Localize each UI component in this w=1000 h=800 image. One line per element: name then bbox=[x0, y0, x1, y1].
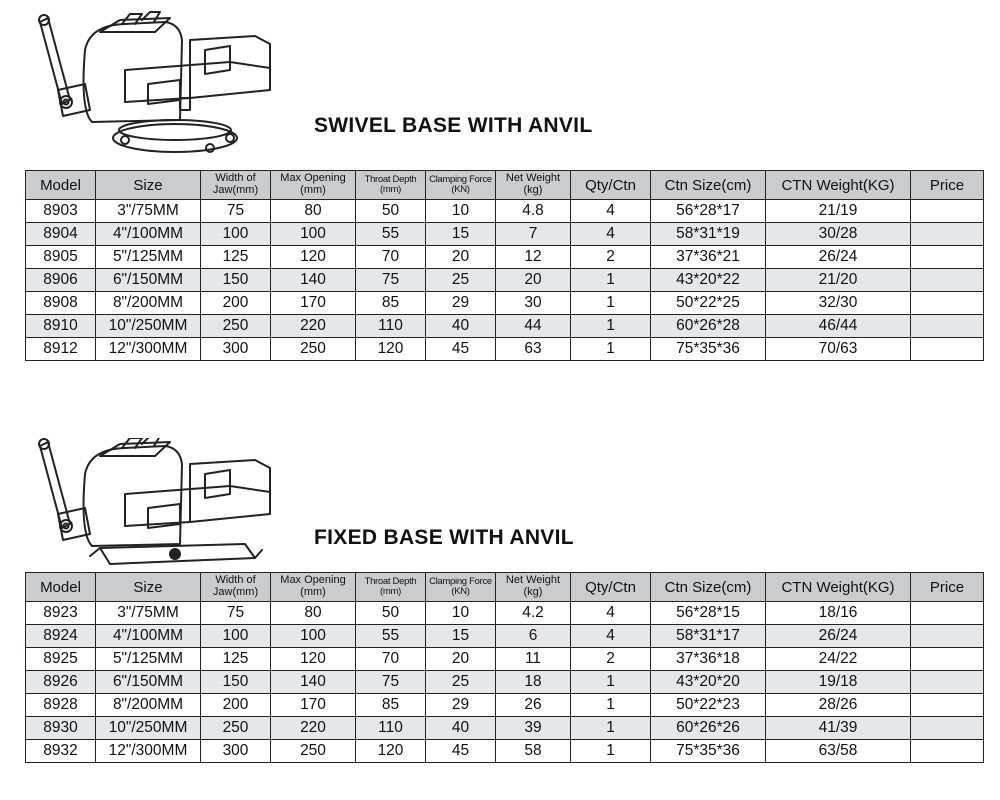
table-row bbox=[26, 717, 984, 740]
cell-size: 8"/200MM bbox=[96, 292, 201, 315]
cell-ctn-size: 43*20*22 bbox=[651, 269, 766, 292]
col-header-ctn-size: Ctn Size(cm) bbox=[651, 573, 766, 602]
fixed-vise-icon bbox=[30, 438, 280, 588]
cell-ctn-size: 37*36*18 bbox=[651, 648, 766, 671]
cell-model: 8910 bbox=[26, 315, 96, 338]
col-header-throat-depth: Throat Depth (mm) bbox=[356, 573, 426, 602]
cell-throat-depth: 55 bbox=[356, 625, 426, 648]
cell-size: 4"/100MM bbox=[96, 223, 201, 246]
cell-price bbox=[911, 292, 984, 315]
cell-ctn-size: 56*28*17 bbox=[651, 200, 766, 223]
table-row bbox=[26, 648, 984, 671]
cell-clamping-force: 25 bbox=[426, 269, 496, 292]
cell-clamping-force: 40 bbox=[426, 315, 496, 338]
cell-max-opening: 80 bbox=[271, 200, 356, 223]
table-row bbox=[26, 315, 984, 338]
cell-max-opening: 250 bbox=[271, 740, 356, 763]
cell-price bbox=[911, 717, 984, 740]
cell-max-opening: 120 bbox=[271, 246, 356, 269]
cell-model: 8925 bbox=[26, 648, 96, 671]
table-row bbox=[26, 292, 984, 315]
cell-clamping-force: 10 bbox=[426, 602, 496, 625]
cell-ctn-size: 75*35*36 bbox=[651, 740, 766, 763]
cell-ctn-weight: 41/39 bbox=[766, 717, 911, 740]
cell-max-opening: 80 bbox=[271, 602, 356, 625]
cell-width-of-jaw: 300 bbox=[201, 338, 271, 361]
cell-model: 8926 bbox=[26, 671, 96, 694]
col-header-max-opening: Max Opening (mm) bbox=[271, 573, 356, 602]
cell-qty-ctn: 4 bbox=[571, 625, 651, 648]
cell-qty-ctn: 1 bbox=[571, 315, 651, 338]
cell-ctn-weight: 30/28 bbox=[766, 223, 911, 246]
cell-width-of-jaw: 125 bbox=[201, 246, 271, 269]
cell-clamping-force: 20 bbox=[426, 246, 496, 269]
cell-ctn-size: 56*28*15 bbox=[651, 602, 766, 625]
cell-max-opening: 250 bbox=[271, 338, 356, 361]
col-header-clamping-force: Clamping Force (KN) bbox=[426, 171, 496, 200]
cell-throat-depth: 55 bbox=[356, 223, 426, 246]
cell-width-of-jaw: 75 bbox=[201, 602, 271, 625]
cell-price bbox=[911, 671, 984, 694]
table-row bbox=[26, 671, 984, 694]
cell-net-weight: 58 bbox=[496, 740, 571, 763]
section-title: SWIVEL BASE WITH ANVIL bbox=[314, 114, 593, 137]
table-row bbox=[26, 338, 984, 361]
cell-throat-depth: 50 bbox=[356, 602, 426, 625]
col-header-ctn-weight: CTN Weight(KG) bbox=[766, 573, 911, 602]
cell-qty-ctn: 1 bbox=[571, 338, 651, 361]
cell-price bbox=[911, 200, 984, 223]
cell-width-of-jaw: 75 bbox=[201, 200, 271, 223]
table-row bbox=[26, 625, 984, 648]
table-row bbox=[26, 740, 984, 763]
cell-ctn-weight: 63/58 bbox=[766, 740, 911, 763]
cell-price bbox=[911, 315, 984, 338]
cell-ctn-weight: 18/16 bbox=[766, 602, 911, 625]
cell-clamping-force: 15 bbox=[426, 625, 496, 648]
cell-net-weight: 44 bbox=[496, 315, 571, 338]
cell-width-of-jaw: 200 bbox=[201, 694, 271, 717]
cell-ctn-size: 60*26*28 bbox=[651, 315, 766, 338]
cell-model: 8906 bbox=[26, 269, 96, 292]
cell-net-weight: 6 bbox=[496, 625, 571, 648]
cell-qty-ctn: 2 bbox=[571, 246, 651, 269]
cell-clamping-force: 15 bbox=[426, 223, 496, 246]
table-header-row bbox=[26, 573, 984, 602]
cell-clamping-force: 20 bbox=[426, 648, 496, 671]
cell-max-opening: 170 bbox=[271, 292, 356, 315]
cell-ctn-weight: 21/19 bbox=[766, 200, 911, 223]
cell-throat-depth: 120 bbox=[356, 338, 426, 361]
table-row bbox=[26, 200, 984, 223]
col-header-max-opening: Max Opening (mm) bbox=[271, 171, 356, 200]
col-header-ctn-size: Ctn Size(cm) bbox=[651, 171, 766, 200]
cell-max-opening: 100 bbox=[271, 223, 356, 246]
cell-throat-depth: 70 bbox=[356, 648, 426, 671]
col-header-width-of-jaw: Width of Jaw(mm) bbox=[201, 171, 271, 200]
cell-ctn-weight: 26/24 bbox=[766, 625, 911, 648]
cell-model: 8928 bbox=[26, 694, 96, 717]
cell-model: 8923 bbox=[26, 602, 96, 625]
cell-net-weight: 11 bbox=[496, 648, 571, 671]
cell-ctn-size: 58*31*17 bbox=[651, 625, 766, 648]
cell-clamping-force: 40 bbox=[426, 717, 496, 740]
cell-net-weight: 39 bbox=[496, 717, 571, 740]
cell-max-opening: 120 bbox=[271, 648, 356, 671]
cell-price bbox=[911, 269, 984, 292]
cell-max-opening: 220 bbox=[271, 717, 356, 740]
cell-ctn-size: 58*31*19 bbox=[651, 223, 766, 246]
cell-max-opening: 170 bbox=[271, 694, 356, 717]
col-header-qty-ctn: Qty/Ctn bbox=[571, 573, 651, 602]
col-header-net-weight: Net Weight (kg) bbox=[496, 171, 571, 200]
cell-size: 12"/300MM bbox=[96, 740, 201, 763]
cell-ctn-size: 60*26*26 bbox=[651, 717, 766, 740]
cell-price bbox=[911, 740, 984, 763]
cell-width-of-jaw: 200 bbox=[201, 292, 271, 315]
cell-size: 3"/75MM bbox=[96, 200, 201, 223]
cell-max-opening: 140 bbox=[271, 269, 356, 292]
cell-model: 8905 bbox=[26, 246, 96, 269]
cell-throat-depth: 70 bbox=[356, 246, 426, 269]
cell-ctn-size: 50*22*23 bbox=[651, 694, 766, 717]
cell-net-weight: 7 bbox=[496, 223, 571, 246]
col-header-price: Price bbox=[911, 171, 984, 200]
cell-net-weight: 4.8 bbox=[496, 200, 571, 223]
cell-ctn-size: 75*35*36 bbox=[651, 338, 766, 361]
cell-qty-ctn: 1 bbox=[571, 694, 651, 717]
cell-size: 8"/200MM bbox=[96, 694, 201, 717]
table-row bbox=[26, 223, 984, 246]
cell-throat-depth: 85 bbox=[356, 694, 426, 717]
cell-max-opening: 220 bbox=[271, 315, 356, 338]
cell-qty-ctn: 1 bbox=[571, 269, 651, 292]
cell-throat-depth: 120 bbox=[356, 740, 426, 763]
cell-ctn-size: 50*22*25 bbox=[651, 292, 766, 315]
cell-qty-ctn: 1 bbox=[571, 717, 651, 740]
cell-throat-depth: 110 bbox=[356, 315, 426, 338]
cell-max-opening: 140 bbox=[271, 671, 356, 694]
cell-net-weight: 4.2 bbox=[496, 602, 571, 625]
section-title: FIXED BASE WITH ANVIL bbox=[314, 526, 574, 549]
cell-width-of-jaw: 100 bbox=[201, 625, 271, 648]
cell-net-weight: 30 bbox=[496, 292, 571, 315]
col-header-width-of-jaw: Width of Jaw(mm) bbox=[201, 573, 271, 602]
cell-ctn-size: 43*20*20 bbox=[651, 671, 766, 694]
cell-ctn-weight: 26/24 bbox=[766, 246, 911, 269]
cell-clamping-force: 25 bbox=[426, 671, 496, 694]
col-header-throat-depth: Throat Depth (mm) bbox=[356, 171, 426, 200]
cell-model: 8908 bbox=[26, 292, 96, 315]
cell-net-weight: 12 bbox=[496, 246, 571, 269]
cell-price bbox=[911, 625, 984, 648]
table-row bbox=[26, 602, 984, 625]
cell-ctn-size: 37*36*21 bbox=[651, 246, 766, 269]
cell-ctn-weight: 28/26 bbox=[766, 694, 911, 717]
cell-price bbox=[911, 648, 984, 671]
cell-width-of-jaw: 250 bbox=[201, 315, 271, 338]
cell-qty-ctn: 1 bbox=[571, 671, 651, 694]
col-header-net-weight: Net Weight (kg) bbox=[496, 573, 571, 602]
cell-width-of-jaw: 150 bbox=[201, 269, 271, 292]
cell-net-weight: 20 bbox=[496, 269, 571, 292]
col-header-qty-ctn: Qty/Ctn bbox=[571, 171, 651, 200]
cell-qty-ctn: 2 bbox=[571, 648, 651, 671]
table-row bbox=[26, 246, 984, 269]
cell-price bbox=[911, 246, 984, 269]
cell-model: 8932 bbox=[26, 740, 96, 763]
cell-clamping-force: 10 bbox=[426, 200, 496, 223]
cell-width-of-jaw: 125 bbox=[201, 648, 271, 671]
cell-ctn-weight: 32/30 bbox=[766, 292, 911, 315]
cell-ctn-weight: 19/18 bbox=[766, 671, 911, 694]
cell-width-of-jaw: 150 bbox=[201, 671, 271, 694]
cell-size: 6"/150MM bbox=[96, 269, 201, 292]
cell-throat-depth: 85 bbox=[356, 292, 426, 315]
cell-qty-ctn: 1 bbox=[571, 292, 651, 315]
cell-clamping-force: 29 bbox=[426, 694, 496, 717]
cell-throat-depth: 110 bbox=[356, 717, 426, 740]
cell-ctn-weight: 46/44 bbox=[766, 315, 911, 338]
table-row bbox=[26, 269, 984, 292]
cell-model: 8930 bbox=[26, 717, 96, 740]
cell-max-opening: 100 bbox=[271, 625, 356, 648]
col-header-model: Model bbox=[26, 171, 96, 200]
cell-qty-ctn: 4 bbox=[571, 200, 651, 223]
cell-size: 6"/150MM bbox=[96, 671, 201, 694]
cell-model: 8912 bbox=[26, 338, 96, 361]
cell-price bbox=[911, 694, 984, 717]
cell-size: 10"/250MM bbox=[96, 315, 201, 338]
cell-throat-depth: 75 bbox=[356, 269, 426, 292]
cell-model: 8924 bbox=[26, 625, 96, 648]
col-header-size: Size bbox=[96, 573, 201, 602]
cell-size: 5"/125MM bbox=[96, 648, 201, 671]
cell-ctn-weight: 70/63 bbox=[766, 338, 911, 361]
col-header-clamping-force: Clamping Force (KN) bbox=[426, 573, 496, 602]
spec-table bbox=[25, 572, 984, 763]
cell-model: 8904 bbox=[26, 223, 96, 246]
cell-qty-ctn: 4 bbox=[571, 602, 651, 625]
cell-net-weight: 26 bbox=[496, 694, 571, 717]
table-header-row bbox=[26, 171, 984, 200]
cell-model: 8903 bbox=[26, 200, 96, 223]
cell-size: 12"/300MM bbox=[96, 338, 201, 361]
cell-qty-ctn: 4 bbox=[571, 223, 651, 246]
col-header-ctn-weight: CTN Weight(KG) bbox=[766, 171, 911, 200]
cell-size: 5"/125MM bbox=[96, 246, 201, 269]
cell-size: 10"/250MM bbox=[96, 717, 201, 740]
cell-qty-ctn: 1 bbox=[571, 740, 651, 763]
cell-ctn-weight: 21/20 bbox=[766, 269, 911, 292]
cell-clamping-force: 45 bbox=[426, 338, 496, 361]
cell-clamping-force: 45 bbox=[426, 740, 496, 763]
cell-net-weight: 18 bbox=[496, 671, 571, 694]
cell-net-weight: 63 bbox=[496, 338, 571, 361]
cell-clamping-force: 29 bbox=[426, 292, 496, 315]
cell-size: 4"/100MM bbox=[96, 625, 201, 648]
cell-ctn-weight: 24/22 bbox=[766, 648, 911, 671]
spec-table bbox=[25, 170, 984, 361]
swivel-vise-icon bbox=[30, 10, 280, 160]
cell-width-of-jaw: 300 bbox=[201, 740, 271, 763]
cell-width-of-jaw: 100 bbox=[201, 223, 271, 246]
cell-throat-depth: 50 bbox=[356, 200, 426, 223]
cell-price bbox=[911, 338, 984, 361]
cell-throat-depth: 75 bbox=[356, 671, 426, 694]
col-header-price: Price bbox=[911, 573, 984, 602]
cell-price bbox=[911, 602, 984, 625]
cell-price bbox=[911, 223, 984, 246]
table-row bbox=[26, 694, 984, 717]
cell-size: 3"/75MM bbox=[96, 602, 201, 625]
cell-width-of-jaw: 250 bbox=[201, 717, 271, 740]
col-header-size: Size bbox=[96, 171, 201, 200]
col-header-model: Model bbox=[26, 573, 96, 602]
